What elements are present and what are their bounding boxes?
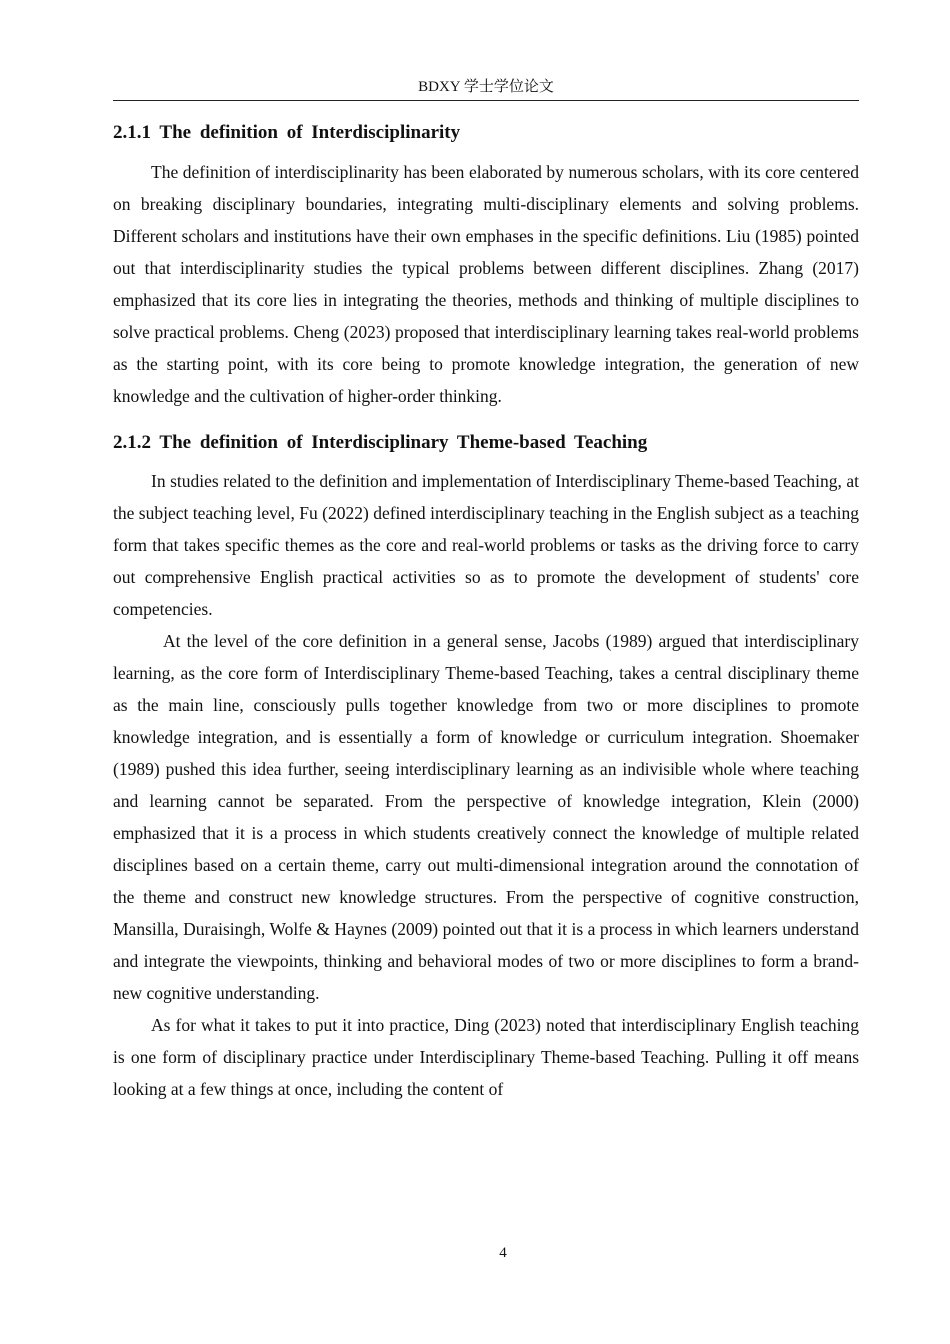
page-body <box>113 118 859 1105</box>
running-header: BDXY 学士学位论文 <box>113 76 859 101</box>
paragraph-practice: As for what it takes to put it into practice, Ding (2023) noted that interdisciplinary English teaching is one form of disciplinary practice under Interdisciplinary Theme-based Teaching. Pulling it off means looking at a few things at once, including the content of <box>113 1015 859 1099</box>
section-heading-2-1-1: 2.1.1 The definition of Interdisciplinarity <box>113 122 461 143</box>
paragraph-interdisciplinarity-definition: The definition of interdisciplinarity has been elaborated by numerous scholars, with its core centered on breaking disciplinary boundaries, integrating multi-disciplinary elements and solving problems. Different scholars and institutions have their own emphases in the specific definitions. Liu (1985) pointed out that interdisciplinarity studies the typical problems between different disciplines. Zhang (2017) emphasized that its core lies in integrating the theories, methods and thinking of multiple disciplines to solve practical problems. Cheng (2023) proposed that interdisciplinary learning takes real-world problems as the starting point, with its core being to promote knowledge integration, the generation of new knowledge and the cultivation of higher-order thinking. <box>113 162 859 406</box>
page-number: 4 <box>499 1245 507 1261</box>
section-heading-2-1-2: 2.1.2 The definition of Interdisciplinary Theme-based Teaching <box>113 432 648 453</box>
paragraph-core-definition: At the level of the core definition in a general sense, Jacobs (1989) argued that interdisciplinary learning, as the core form of Interdisciplinary Theme-based Teaching, takes a central disciplinary theme as the main line, consciously pulls together knowledge from two or more disciplines to promote knowledge integration, and is essentially a form of knowledge or curriculum integration. Shoemaker (1989) pushed this idea further, seeing interdisciplinary learning as an indivisible whole where teaching and learning cannot be separated. From the perspective of knowledge integration, Klein (2000) emphasized that it is a process in which students creatively connect the knowledge of multiple related disciplines based on a certain theme, carry out multi-dimensional integration around the connotation of the theme and construct new knowledge structures. From the perspective of cognitive construction, Mansilla, Duraisingh, Wolfe & Haynes (2009) pointed out that it is a process in which learners understand and integrate the viewpoints, thinking and behavioral modes of two or more disciplines to form a brand-new cognitive understanding. <box>113 631 859 1003</box>
paragraph-subject-teaching-level: In studies related to the definition and implementation of Interdisciplinary Theme-based Teaching, at the subject teaching level, Fu (2022) defined interdisciplinary teaching in the English subject as a teaching form that takes specific themes as the core and real-world problems or tasks as the driving force to carry out comprehensive English practical activities so as to promote the development of students' core competencies. <box>113 471 859 619</box>
